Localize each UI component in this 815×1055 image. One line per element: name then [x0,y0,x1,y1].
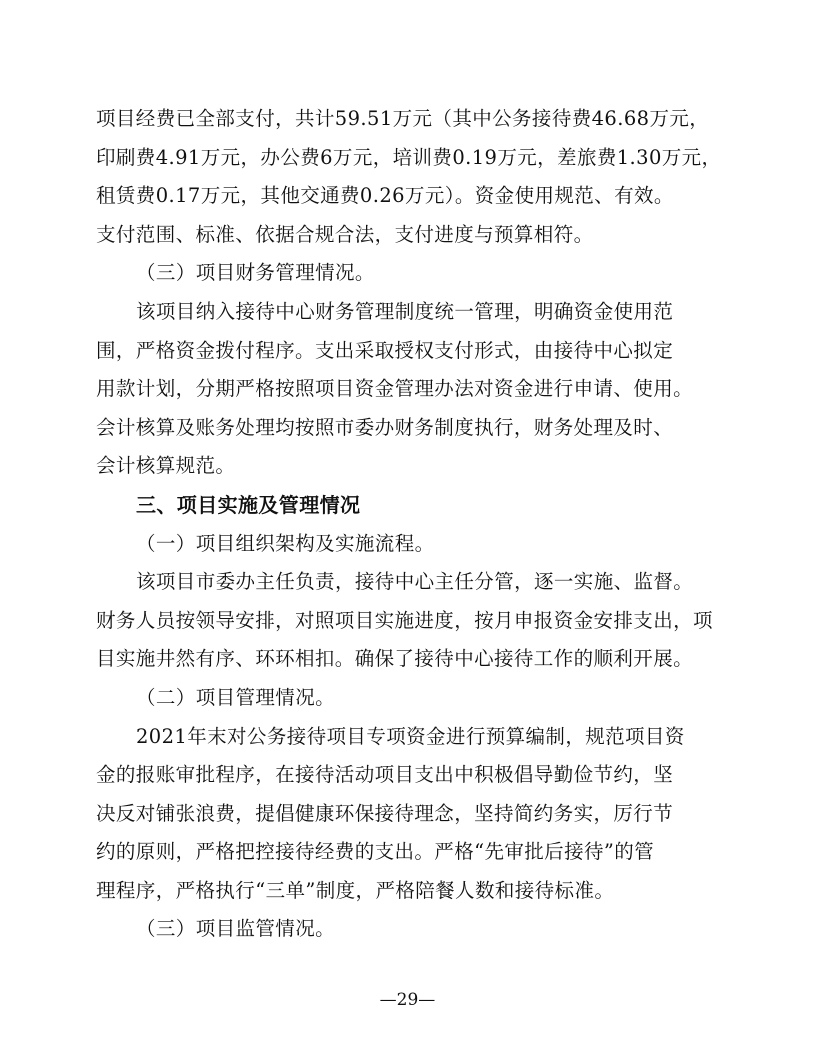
paragraph-line: 用款计划，分期严格按照项目资金管理办法对资金进行申请、使用。 [96,377,694,401]
page-number: —29— [379,990,436,1010]
paragraph-line: 租赁费0.17万元，其他交通费0.26万元）。资金使用规范、有效。 [96,184,674,208]
section-heading: 三、项目实施及管理情况 [136,492,361,517]
subheading-project-management: （二）项目管理情况。 [136,685,336,709]
paragraph-line: 约的原则，严格把控接待经费的支出。严格“先审批后接待”的管 [96,840,655,864]
paragraph-line: 印刷费4.91万元，办公费6万元，培训费0.19万元，差旅费1.30万元， [96,145,722,169]
paragraph-line: 围，严格资金拨付程序。支出采取授权支付形式，由接待中心拟定 [96,338,674,362]
paragraph-line: 理程序，严格执行“三单”制度，严格陪餐人数和接待标准。 [96,878,615,902]
paragraph-line: 2021年末对公务接待项目专项资金进行预算编制，规范项目资 [136,724,685,748]
document-body [96,100,724,949]
paragraph-line: 项目经费已全部支付，共计59.51万元（其中公务接待费46.68万元， [96,107,710,130]
paragraph-line: 会计核算规范。 [96,454,236,478]
subheading-financial-management: （三）项目财务管理情况。 [136,261,375,285]
paragraph-line: 目实施井然有序、环环相扣。确保了接待中心接待工作的顺利开展。 [96,647,694,671]
paragraph-line: 会计核算及账务处理均按照市委办财务制度执行，财务处理及时、 [96,415,674,439]
paragraph-line: 决反对铺张浪费，提倡健康环保接待理念，坚持简约务实，厉行节 [96,801,674,825]
subheading-organization: （一）项目组织架构及实施流程。 [136,531,435,555]
paragraph-line: 金的报账审批程序，在接待活动项目支出中积极倡导勤俭节约，坚 [96,763,674,787]
subheading-supervision: （三）项目监管情况。 [136,917,336,941]
paragraph-line: 支付范围、标准、依据合规合法，支付进度与预算相符。 [96,222,594,246]
paragraph-line: 该项目纳入接待中心财务管理制度统一管理，明确资金使用范 [136,299,674,323]
paragraph-line: 财务人员按领导安排，对照项目实施进度，按月申报资金安排支出，项 [96,608,713,632]
paragraph-line: 该项目市委办主任负责，接待中心主任分管，逐一实施、监督。 [136,570,694,594]
